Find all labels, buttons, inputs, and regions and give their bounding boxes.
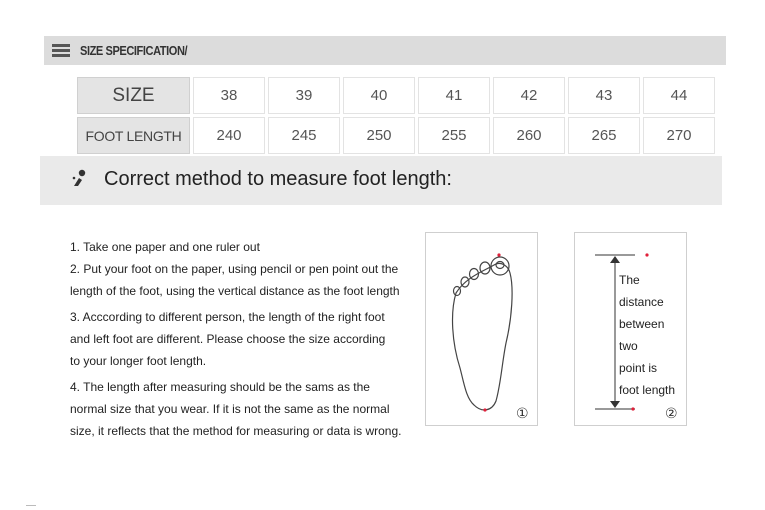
- step-line: 3. Acccording to different person, the length of the right foot: [70, 310, 385, 324]
- size-cell: 42: [493, 77, 565, 114]
- foot-length-cell: 240: [193, 117, 265, 154]
- size-cell: 38: [193, 77, 265, 114]
- divider: [26, 505, 36, 506]
- foot-diagram: [425, 232, 538, 426]
- distance-line: foot length: [619, 383, 676, 397]
- foot-outline-icon: [426, 233, 537, 425]
- foot-length-cell: 255: [418, 117, 490, 154]
- size-cell: 43: [568, 77, 640, 114]
- size-cell: 44: [643, 77, 715, 114]
- step-line: to your longer foot length.: [70, 354, 207, 368]
- size-cell: 41: [418, 77, 490, 114]
- step-line: normal size that you wear. If it is not the same as the normal: [70, 402, 390, 416]
- foot-length-cell: 250: [343, 117, 415, 154]
- banner-title: SIZE SPECIFICATION/: [80, 43, 188, 58]
- size-row: [77, 77, 715, 114]
- size-header: SIZE: [77, 77, 190, 114]
- foot-length-row: [77, 117, 715, 154]
- distance-line: between: [619, 317, 665, 331]
- foot-length-cell: 245: [268, 117, 340, 154]
- diagram-number: ②: [665, 405, 678, 421]
- menu-icon: [52, 44, 70, 58]
- distance-diagram: [574, 232, 687, 426]
- foot-length-cell: 265: [568, 117, 640, 154]
- diagram-number: ①: [516, 405, 529, 421]
- person-icon: [70, 169, 90, 189]
- instructions: [70, 236, 430, 442]
- step-line: 2. Put your foot on the paper, using pencil or pen point out the: [70, 262, 399, 276]
- distance-line: two: [619, 339, 638, 353]
- step-line: 1. Take one paper and one ruler out: [70, 240, 260, 254]
- arrow-up-icon: [610, 256, 620, 263]
- size-cell: 40: [343, 77, 415, 114]
- size-table: [74, 74, 718, 157]
- size-spec-banner: [44, 36, 726, 65]
- distance-line: The: [619, 273, 640, 287]
- distance-line: point is: [619, 361, 658, 375]
- method-bar: [40, 156, 722, 205]
- step-line: 4. The length after measuring should be the sams as the: [70, 380, 370, 394]
- step-line: size, it reflects that the method for measuring or data is wrong.: [70, 424, 402, 438]
- foot-length-header: FOOT LENGTH: [77, 117, 190, 154]
- arrow-down-icon: [610, 401, 620, 408]
- foot-length-cell: 260: [493, 117, 565, 154]
- step-line: and left foot are different. Please choose the size according: [70, 332, 386, 346]
- size-cell: 39: [268, 77, 340, 114]
- method-title: Correct method to measure foot length:: [104, 168, 452, 190]
- step-line: length of the foot, using the vertical distance as the foot length: [70, 284, 400, 298]
- heel-marker: [483, 408, 486, 411]
- foot-length-cell: 270: [643, 117, 715, 154]
- distance-line: distance: [619, 295, 664, 309]
- distance-label: [619, 269, 675, 401]
- toe-marker: [497, 253, 500, 256]
